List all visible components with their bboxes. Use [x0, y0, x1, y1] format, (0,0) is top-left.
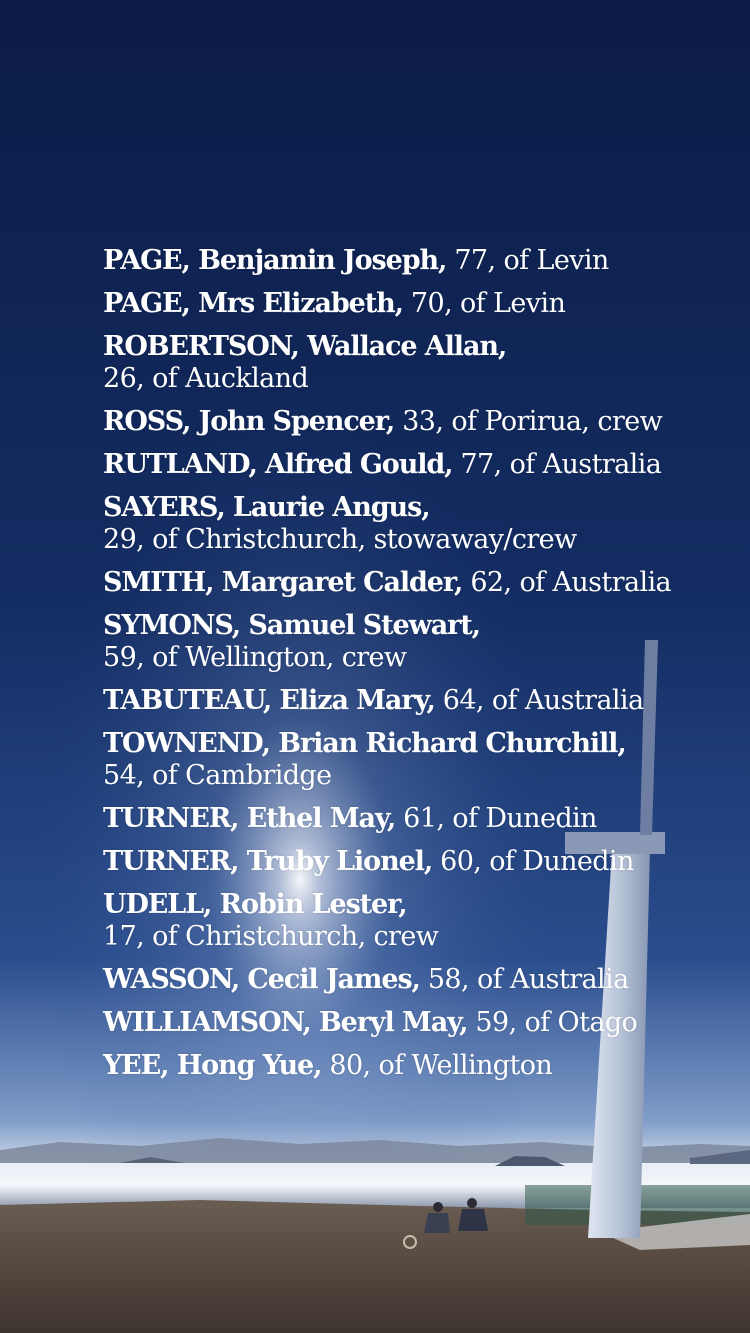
passenger-list	[103, 245, 743, 1093]
person-name: TURNER, Ethel May,	[103, 803, 396, 834]
person-name: WASSON, Cecil James,	[103, 964, 420, 995]
person-details: 77, of Australia	[460, 449, 662, 480]
list-item	[103, 406, 743, 438]
person-details: 60, of Dunedin	[440, 846, 634, 877]
person-name: SAYERS, Laurie Angus,	[103, 492, 430, 523]
person-details: 70, of Levin	[410, 288, 566, 319]
person-details: 62, of Australia	[470, 567, 672, 598]
list-item	[103, 728, 743, 792]
person-details: 54, of Cambridge	[103, 760, 332, 791]
person-name: PAGE, Mrs Elizabeth,	[103, 288, 403, 319]
person-details: 59, of Otago	[475, 1007, 638, 1038]
list-item	[103, 1050, 743, 1082]
list-item	[103, 288, 743, 320]
person-name: RUTLAND, Alfred Gould,	[103, 449, 453, 480]
person-name: YEE, Hong Yue,	[103, 1050, 322, 1081]
person-details: 77, of Levin	[454, 245, 609, 276]
list-item	[103, 610, 743, 674]
list-item	[103, 803, 743, 835]
list-item	[103, 567, 743, 599]
person-name: ROSS, John Spencer,	[103, 406, 395, 437]
person-details: 61, of Dunedin	[403, 803, 597, 834]
list-item	[103, 846, 743, 878]
list-item	[103, 331, 743, 395]
person-name: TOWNEND, Brian Richard Churchill,	[103, 728, 626, 759]
list-item	[103, 889, 743, 953]
person-details: 58, of Australia	[427, 964, 629, 995]
person-name: SYMONS, Samuel Stewart,	[103, 610, 480, 641]
person-name: SMITH, Margaret Calder,	[103, 567, 463, 598]
list-item	[103, 964, 743, 996]
person-name: TURNER, Truby Lionel,	[103, 846, 433, 877]
list-item	[103, 492, 743, 556]
list-item	[103, 449, 743, 481]
person-details: 64, of Australia	[442, 685, 644, 716]
person-details: 33, of Porirua, crew	[402, 406, 663, 437]
person-name: WILLIAMSON, Beryl May,	[103, 1007, 468, 1038]
person-details: 17, of Christchurch, crew	[103, 921, 439, 952]
list-item	[103, 1007, 743, 1039]
person-name: TABUTEAU, Eliza Mary,	[103, 685, 435, 716]
person-details: 59, of Wellington, crew	[103, 642, 407, 673]
person-details: 80, of Wellington	[329, 1050, 553, 1081]
person-name: PAGE, Benjamin Joseph,	[103, 245, 447, 276]
person-name: ROBERTSON, Wallace Allan,	[103, 331, 507, 362]
person-details: 29, of Christchurch, stowaway/crew	[103, 524, 577, 555]
list-item	[103, 245, 743, 277]
person-name: UDELL, Robin Lester,	[103, 889, 407, 920]
person-details: 26, of Auckland	[103, 363, 309, 394]
list-item	[103, 685, 743, 717]
